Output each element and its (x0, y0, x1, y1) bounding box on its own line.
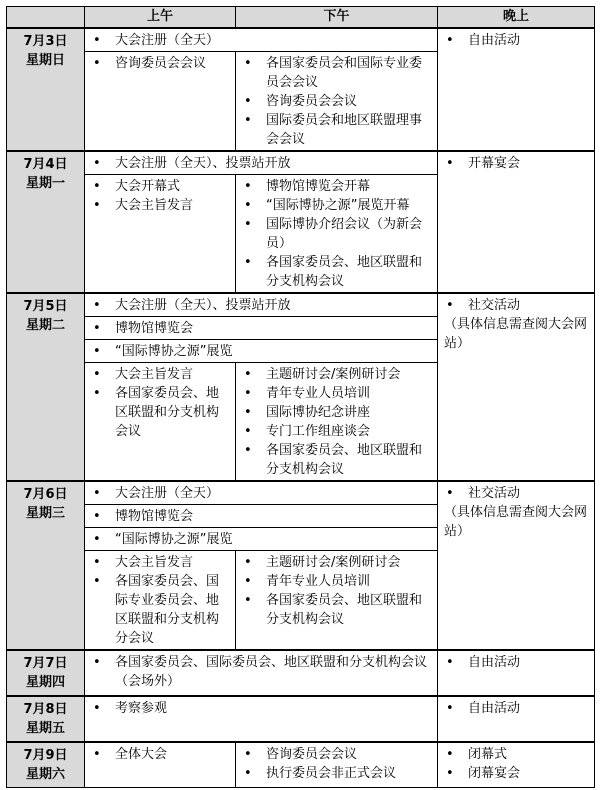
evening-cell (438, 650, 595, 696)
list-item: • 主题研讨会/案例研讨会 (242, 553, 433, 572)
morning-cell (85, 742, 236, 788)
day-row-jul7 (7, 650, 595, 696)
day-row-jul4 (7, 151, 595, 175)
day-label (7, 742, 85, 788)
list-item: • “国际博协之源”展览 (91, 342, 433, 361)
list-item: • 自由活动 (444, 699, 590, 718)
list-item: • 考察参观 (91, 699, 433, 718)
list-item: • 国际博协纪念讲座 (242, 403, 433, 422)
header-row (7, 7, 595, 29)
list-item: • 国际委员会和地区联盟理事会会议 (242, 111, 433, 149)
list-item: • 大会注册（全天）、投票站开放 (91, 296, 433, 315)
day-weekday: 星期三 (25, 506, 65, 521)
day-label (7, 696, 85, 742)
list-item: • 闭幕式 (444, 745, 590, 764)
list-item: • 主题研讨会/案例研讨会 (242, 365, 433, 384)
evening-note: （具体信息需查阅大会网站） (444, 505, 588, 539)
day-date: 7月3日 (23, 34, 68, 49)
list-item: • 咨询委员会会议 (242, 745, 433, 764)
full-day-cell (85, 481, 438, 505)
list-item: • 各国家委员会、地区联盟和分支机构会议 (242, 591, 433, 629)
list-item: • 社交活动 (444, 484, 590, 503)
evening-cell (438, 28, 595, 151)
full-day-cell (85, 28, 438, 52)
full-day-cell (85, 317, 438, 340)
day-label (7, 28, 85, 151)
list-item: • 各国家委员会、地区联盟和分支机构会议 (242, 441, 433, 479)
evening-cell (438, 742, 595, 788)
afternoon-cell (236, 52, 438, 152)
day-date: 7月5日 (23, 299, 68, 314)
list-item: • 各国家委员会、国际专业委员会、地区联盟和分支机构分会议 (91, 572, 231, 648)
evening-cell (438, 696, 595, 742)
list-item: • 大会主旨发言 (91, 553, 231, 572)
list-item: • 自由活动 (444, 31, 590, 50)
header-evening: 晚上 (438, 7, 595, 29)
day-row-jul5 (7, 293, 595, 317)
full-day-cell (85, 696, 438, 742)
afternoon-cell (236, 363, 438, 482)
list-item: • 社交活动 (444, 296, 590, 315)
corner-cell (7, 7, 85, 29)
evening-cell (438, 481, 595, 650)
list-item: • 各国家委员会、地区联盟和分支机构会议 (91, 384, 231, 441)
list-item: • 博物馆博览会 (91, 507, 433, 526)
full-day-cell (85, 340, 438, 363)
evening-note: （具体信息需查阅大会网站） (444, 317, 588, 351)
header-morning: 上午 (85, 7, 236, 29)
list-item: • 大会开幕式 (91, 177, 231, 196)
list-item: • “国际博协之源”展览开幕 (242, 196, 433, 215)
list-item: • 国际博协介绍会议（为新会员） (242, 215, 433, 253)
morning-cell (85, 175, 236, 294)
day-row-jul6 (7, 481, 595, 505)
list-item: • 自由活动 (444, 653, 590, 672)
list-item: • 青年专业人员培训 (242, 572, 433, 591)
full-day-cell (85, 528, 438, 551)
morning-cell (85, 551, 236, 651)
day-label (7, 481, 85, 650)
full-day-cell (85, 151, 438, 175)
day-label (7, 650, 85, 696)
list-item: • 咨询委员会会议 (91, 54, 231, 73)
day-row-jul9 (7, 742, 595, 788)
list-item: • 全体大会 (91, 745, 231, 764)
full-day-cell (85, 650, 438, 696)
list-item: • 博物馆博览会 (91, 319, 433, 338)
full-day-cell (85, 505, 438, 528)
afternoon-cell (236, 551, 438, 651)
list-item: • 大会注册（全天）、投票站开放 (91, 154, 433, 173)
day-weekday: 星期二 (25, 318, 65, 333)
day-row-jul3 (7, 28, 595, 52)
day-label (7, 151, 85, 293)
day-date: 7月8日 (23, 702, 68, 717)
list-item: • 各国家委员会和国际专业委员会会议 (242, 54, 433, 92)
header-afternoon: 下午 (236, 7, 438, 29)
list-item: • 咨询委员会会议 (242, 92, 433, 111)
evening-cell (438, 151, 595, 293)
list-item: • 各国家委员会、地区联盟和分支机构会议 (242, 253, 433, 291)
day-date: 7月6日 (23, 487, 68, 502)
schedule-table (6, 6, 595, 788)
list-item: • “国际博协之源”展览 (91, 530, 433, 549)
day-weekday: 星期五 (25, 721, 65, 736)
list-item: • 闭幕宴会 (444, 764, 590, 783)
day-weekday: 星期六 (25, 767, 65, 782)
list-item: • 执行委员会非正式会议 (242, 764, 433, 783)
evening-cell (438, 293, 595, 481)
full-day-cell (85, 293, 438, 317)
list-item: • 大会注册（全天） (91, 31, 433, 50)
day-weekday: 星期四 (25, 675, 65, 690)
day-weekday: 星期日 (25, 53, 65, 68)
day-row-jul8 (7, 696, 595, 742)
list-item: • 博物馆博览会开幕 (242, 177, 433, 196)
day-date: 7月4日 (23, 157, 68, 172)
day-date: 7月7日 (23, 656, 68, 671)
morning-cell (85, 363, 236, 482)
list-item: • 专门工作组座谈会 (242, 422, 433, 441)
list-item: • 大会主旨发言 (91, 196, 231, 215)
day-date: 7月9日 (23, 748, 68, 763)
day-label (7, 293, 85, 481)
day-weekday: 星期一 (25, 176, 65, 191)
list-item: • 青年专业人员培训 (242, 384, 433, 403)
afternoon-cell (236, 175, 438, 294)
list-item: • 开幕宴会 (444, 154, 590, 173)
afternoon-cell (236, 742, 438, 788)
list-item: • 大会注册（全天） (91, 484, 433, 503)
morning-cell (85, 52, 236, 152)
list-item: • 各国家委员会、国际委员会、地区联盟和分支机构会议（会场外） (91, 653, 433, 691)
list-item: • 大会主旨发言 (91, 365, 231, 384)
